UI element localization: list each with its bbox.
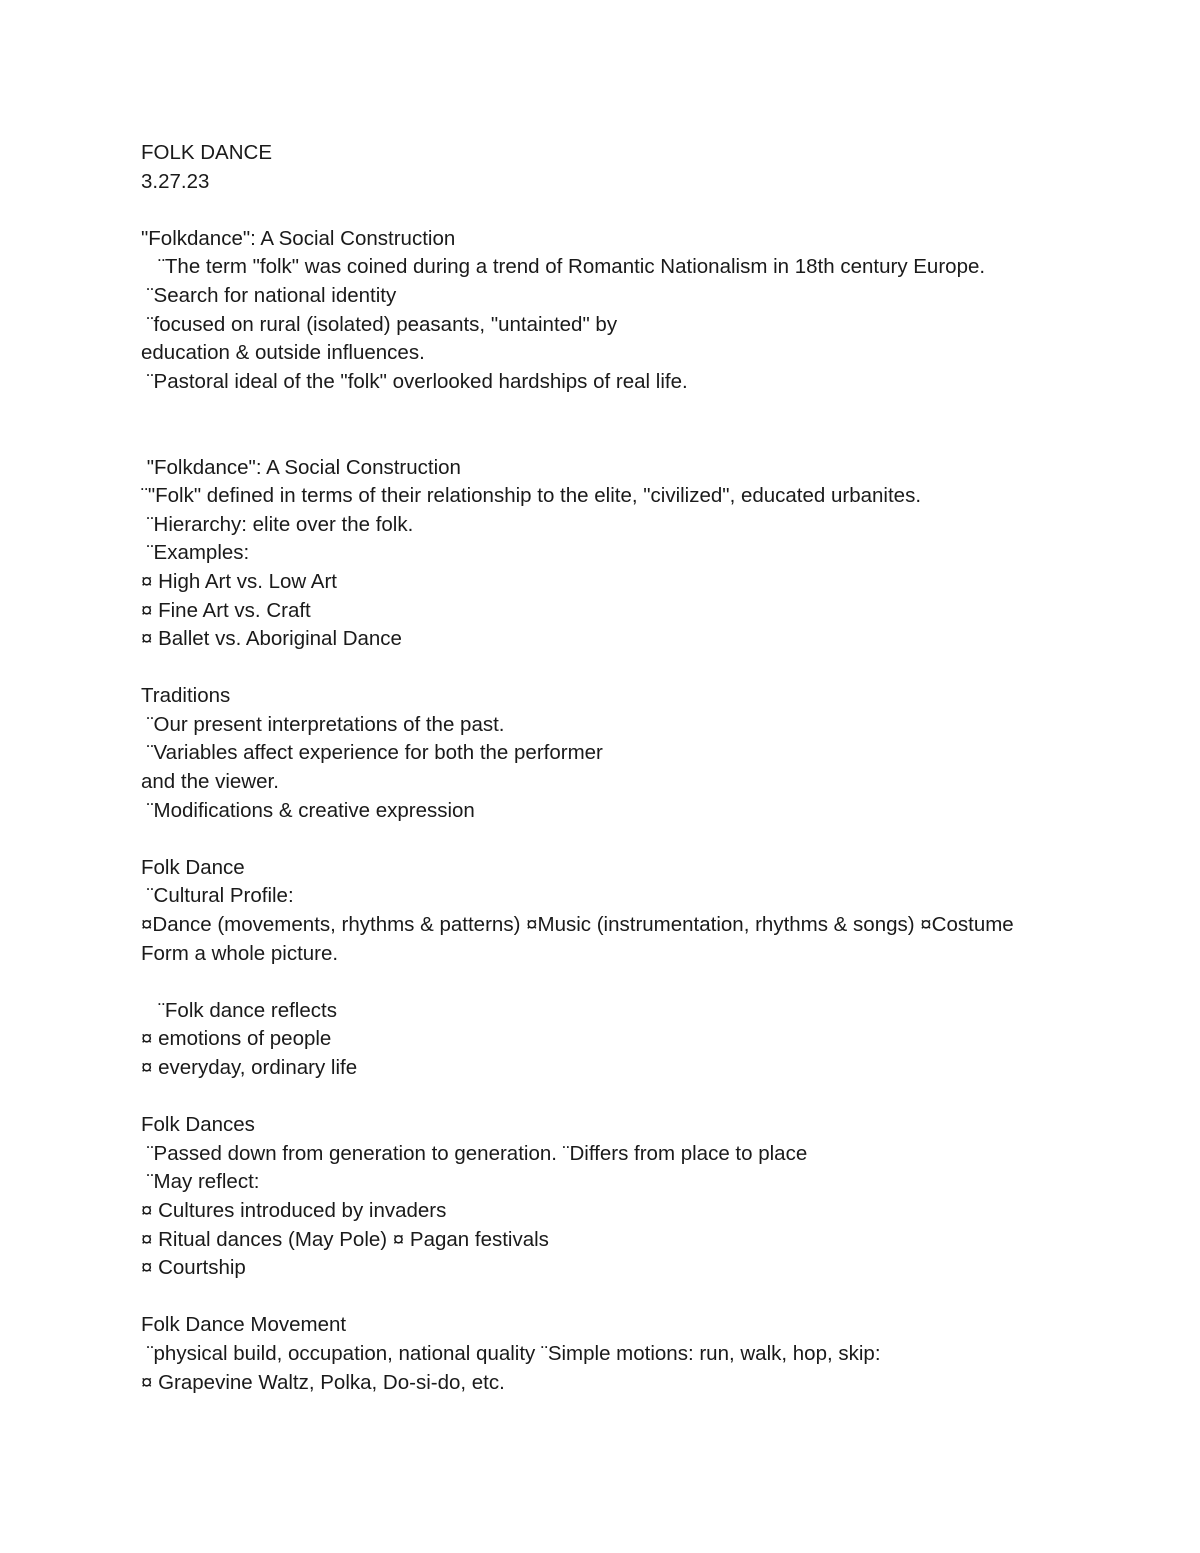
sub-bullet-line: ¤ emotions of people [141, 1027, 332, 1051]
section-folk-dance [141, 854, 1141, 968]
bullet-line: ¨Pastoral ideal of the "folk" overlooked hardships of real life. [141, 369, 688, 393]
bullet-line: ¨"Folk" defined in terms of their relationship to the elite, "civilized", educated urbanites. [141, 484, 922, 508]
bullet-line: education & outside influences. [141, 341, 425, 365]
bullet-line: ¨focused on rural (isolated) peasants, "untainted" by [141, 312, 618, 336]
sub-bullet-line: ¤ Fine Art vs. Craft [141, 598, 311, 622]
bullet-line: ¨Hierarchy: elite over the folk. [141, 512, 414, 536]
sub-bullet-line: ¤ High Art vs. Low Art [141, 569, 337, 593]
document-title: FOLK DANCE [141, 141, 272, 164]
bullet-line: ¨Cultural Profile: [141, 884, 294, 908]
spacer [141, 1283, 1141, 1312]
bullet-line: ¨Passed down from generation to generation. ¨Differs from place to place [141, 1141, 808, 1165]
spacer [141, 968, 1141, 997]
spacer [141, 396, 1141, 453]
sub-bullet-line: ¤ Courtship [141, 1256, 246, 1280]
section-heading: Folk Dance [141, 855, 245, 879]
section-social-construction-2 [141, 454, 1141, 654]
bullet-line: ¨Our present interpretations of the past. [141, 712, 505, 736]
bullet-line: ¤Dance (movements, rhythms & patterns) ¤Music (instrumentation, rhythms & songs) ¤Costume [141, 913, 1014, 937]
sub-bullet-line: ¤ Ballet vs. Aboriginal Dance [141, 627, 402, 651]
bullet-line: and the viewer. [141, 770, 279, 794]
bullet-line: ¨physical build, occupation, national quality ¨Simple motions: run, walk, hop, skip: [141, 1341, 881, 1365]
bullet-line: ¨Examples: [141, 541, 250, 565]
section-social-construction-1 [141, 225, 1141, 397]
section-heading: Folk Dances [141, 1113, 255, 1137]
bullet-line: ¨Search for national identity [141, 283, 397, 307]
sub-bullet-line: ¤ Cultures introduced by invaders [141, 1198, 447, 1222]
sub-bullet-line: ¤ Ritual dances (May Pole) ¤ Pagan festivals [141, 1227, 549, 1251]
spacer [141, 654, 1141, 683]
bullet-line: ¨Variables affect experience for both the performer [141, 741, 603, 765]
sub-bullet-line: ¤ everyday, ordinary life [141, 1056, 358, 1079]
sub-bullet-line: ¤ Grapevine Waltz, Polka, Do-si-do, etc. [141, 1370, 505, 1394]
bullet-line: ¨Modifications & creative expression [141, 798, 475, 822]
bullet-line: Form a whole picture. [141, 941, 339, 965]
section-heading: Traditions [141, 684, 231, 708]
bullet-line: ¨May reflect: [141, 1170, 260, 1194]
bullet-line: ¨The term "folk" was coined during a trend of Romantic Nationalism in 18th century Europe. [141, 255, 986, 279]
section-traditions [141, 682, 1141, 825]
section-heading: ¨Folk dance reflects [141, 998, 337, 1022]
spacer [141, 1083, 1141, 1112]
section-heading: Folk Dance Movement [141, 1313, 347, 1337]
spacer [141, 196, 1141, 225]
section-folk-dance-movement [141, 1311, 1141, 1397]
section-heading: "Folkdance": A Social Construction [141, 455, 461, 479]
section-heading: "Folkdance": A Social Construction [141, 226, 456, 250]
section-folk-dances [141, 1111, 1141, 1283]
spacer [141, 825, 1141, 854]
section-folk-dance-reflects [141, 997, 1141, 1083]
document-page [141, 139, 1141, 1397]
document-date: 3.27.23 [141, 169, 210, 193]
